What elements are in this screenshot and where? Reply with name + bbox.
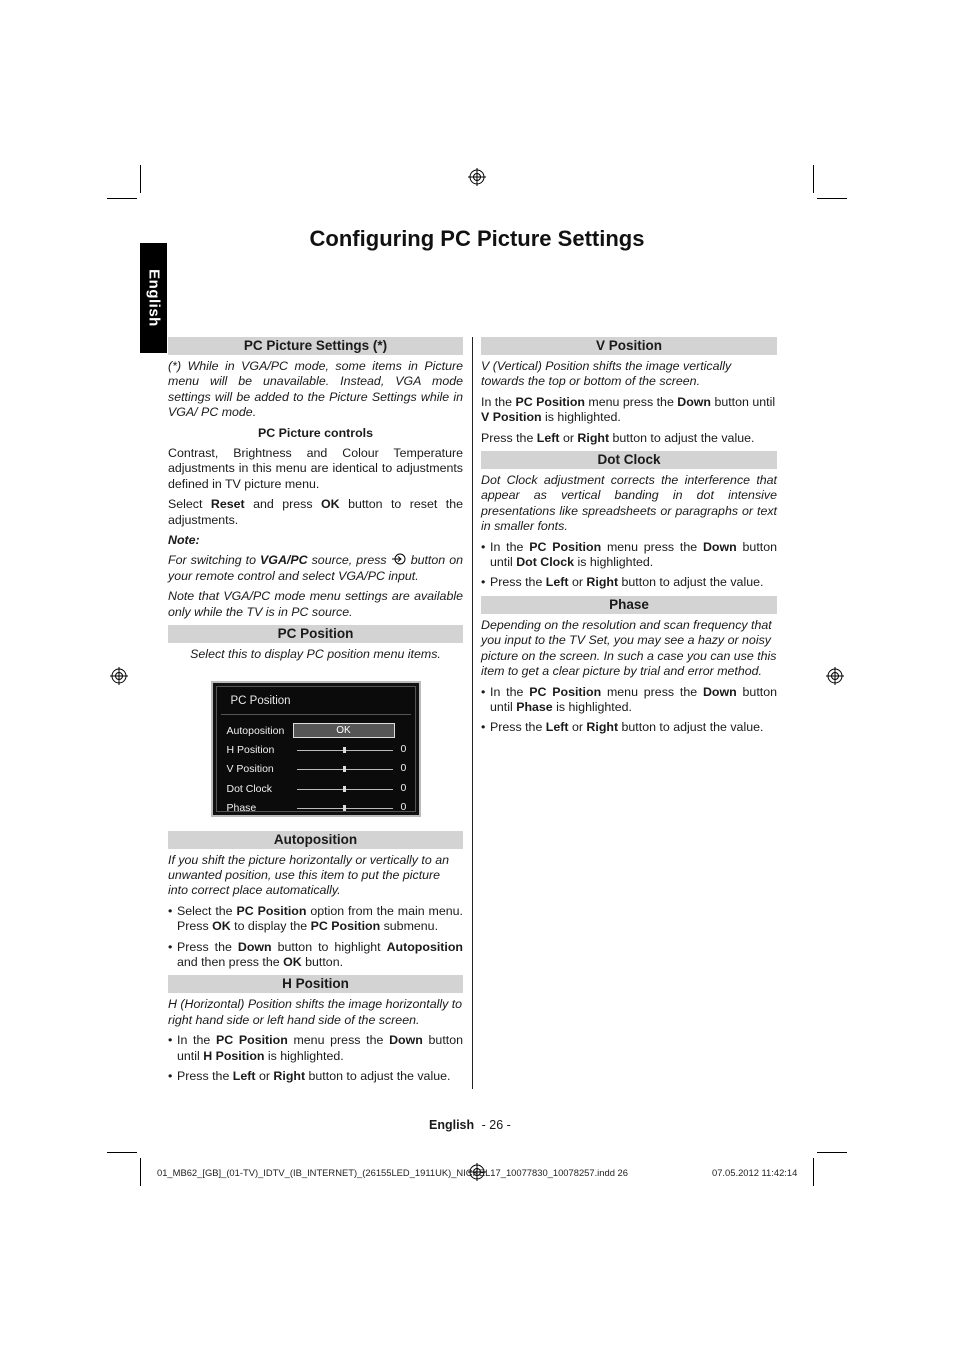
registration-mark-icon xyxy=(826,667,844,685)
v-position-para2: Press the Left or Right button to adjust the value. xyxy=(481,430,755,445)
osd-slider-knob[interactable] xyxy=(343,747,346,753)
section-header-phase: Phase xyxy=(481,596,777,614)
autoposition-desc: If you shift the picture horizontally or vertically to an unwanted position, use this item to put the picture into correct place automatically. xyxy=(168,852,449,898)
phase-desc: Depending on the resolution and scan frequency that you input to the TV Set, you may see a hazy or noisy picture on the screen. In such a case you can use this item to get a clear picture by trial and error method. xyxy=(481,617,777,679)
page-title: Configuring PC Picture Settings xyxy=(309,226,645,251)
section-header-h-position: H Position xyxy=(168,975,463,993)
osd-slider-knob[interactable] xyxy=(343,766,346,772)
osd-row-phase[interactable]: Phase 0 xyxy=(226,800,407,814)
crop-mark xyxy=(140,165,141,193)
note-2: Note that VGA/PC mode menu settings are available only while the TV is in PC source. xyxy=(168,589,463,619)
pc-picture-controls-title: PC Picture controls xyxy=(258,425,373,440)
note-label: Note: xyxy=(168,533,200,548)
crop-mark xyxy=(813,165,814,193)
autoposition-steps xyxy=(168,904,463,971)
section-header-pc-position: PC Position xyxy=(168,625,463,643)
pc-picture-para1: Contrast, Brightness and Colour Temperature adjustments in this menu are identical to adjustments defined in TV picture menu. xyxy=(168,446,463,491)
osd-row-h-position[interactable]: H Position 0 xyxy=(226,742,407,756)
list-item: • In the PC Position menu press the Down button until Dot Clock is highlighted. xyxy=(481,540,777,571)
registration-mark-icon xyxy=(468,168,486,186)
language-side-tab xyxy=(140,243,167,353)
h-position-desc: H (Horizontal) Position shifts the image horizontally to right hand side or left hand side of the screen. xyxy=(168,997,463,1027)
v-position-para1: In the PC Position menu press the Down button until V Position is highlighted. xyxy=(481,394,776,425)
pc-position-osd-menu xyxy=(211,681,421,817)
right-column xyxy=(481,337,777,741)
column-divider xyxy=(472,337,473,1089)
crop-mark xyxy=(140,1158,141,1186)
source-input-icon xyxy=(391,553,407,565)
crop-mark xyxy=(817,198,847,199)
list-item: • In the PC Position menu press the Down button until H Position is highlighted. xyxy=(168,1033,463,1064)
osd-row-dot-clock[interactable]: Dot Clock 0 xyxy=(226,781,407,795)
osd-ok-button[interactable]: OK xyxy=(293,723,395,738)
print-slug-date: 07.05.2012 11:42:14 xyxy=(712,1167,798,1178)
crop-mark xyxy=(107,1152,137,1153)
pc-picture-intro: (*) While in VGA/PC mode, some items in Picture menu will be unavailable. Instead, VGA mode settings will be added to the Picture Settings while in VGA/ PC mode. xyxy=(168,359,463,420)
osd-row-v-position[interactable]: V Position 0 xyxy=(226,761,407,775)
registration-mark-icon xyxy=(110,667,128,685)
page-number: - 26 - xyxy=(478,1118,511,1132)
list-item: • Press the Left or Right button to adjust the value. xyxy=(481,720,777,735)
v-position-desc: V (Vertical) Position shifts the image vertically towards the top or bottom of the screen. xyxy=(481,359,732,389)
osd-title: PC Position xyxy=(230,694,291,707)
print-slug-file: 01_MB62_[GB]_(01-TV)_IDTV_(IB_INTERNET)_(26155LED_1911UK)_NICKEL17_10077830_10078257.indd 26 xyxy=(157,1167,628,1178)
pc-picture-para2: Select Reset and press OK button to reset the adjustments. xyxy=(168,497,463,527)
note-1: For switching to VGA/PC source, press button on your remote control and select VGA/PC input. xyxy=(168,553,463,583)
osd-slider-knob[interactable] xyxy=(343,805,346,811)
dot-clock-desc: Dot Clock adjustment corrects the interference that appear as vertical banding in dot intensive presentations like spreadsheets or paragraphs or text in smaller fonts. xyxy=(481,473,777,534)
osd-row-autoposition[interactable]: Autoposition OK xyxy=(227,723,417,739)
list-item: • In the PC Position menu press the Down button until Phase is highlighted. xyxy=(481,685,777,716)
language-tab-label: English xyxy=(145,269,162,327)
left-column xyxy=(168,337,463,1089)
list-item: • Press the Left or Right button to adjust the value. xyxy=(481,575,777,590)
section-header-v-position: V Position xyxy=(481,337,777,355)
section-header-pc-picture-settings: PC Picture Settings (*) xyxy=(168,337,463,355)
osd-slider-knob[interactable] xyxy=(343,786,346,792)
list-item: • Select the PC Position option from the main menu. Press OK to display the PC Position submenu. xyxy=(168,904,463,935)
phase-steps xyxy=(481,685,777,736)
page-footer xyxy=(429,1118,511,1132)
dot-clock-steps xyxy=(481,540,777,591)
h-position-steps xyxy=(168,1033,463,1084)
pc-position-desc: Select this to display PC position menu items. xyxy=(190,647,441,662)
footer-language: English xyxy=(429,1118,475,1132)
section-header-dot-clock: Dot Clock xyxy=(481,451,777,469)
crop-mark xyxy=(107,198,137,199)
crop-mark xyxy=(817,1152,847,1153)
crop-mark xyxy=(813,1158,814,1186)
list-item: • Press the Down button to highlight Autoposition and then press the OK button. xyxy=(168,940,463,971)
list-item: • Press the Left or Right button to adjust the value. xyxy=(168,1069,463,1084)
section-header-autoposition: Autoposition xyxy=(168,831,463,849)
